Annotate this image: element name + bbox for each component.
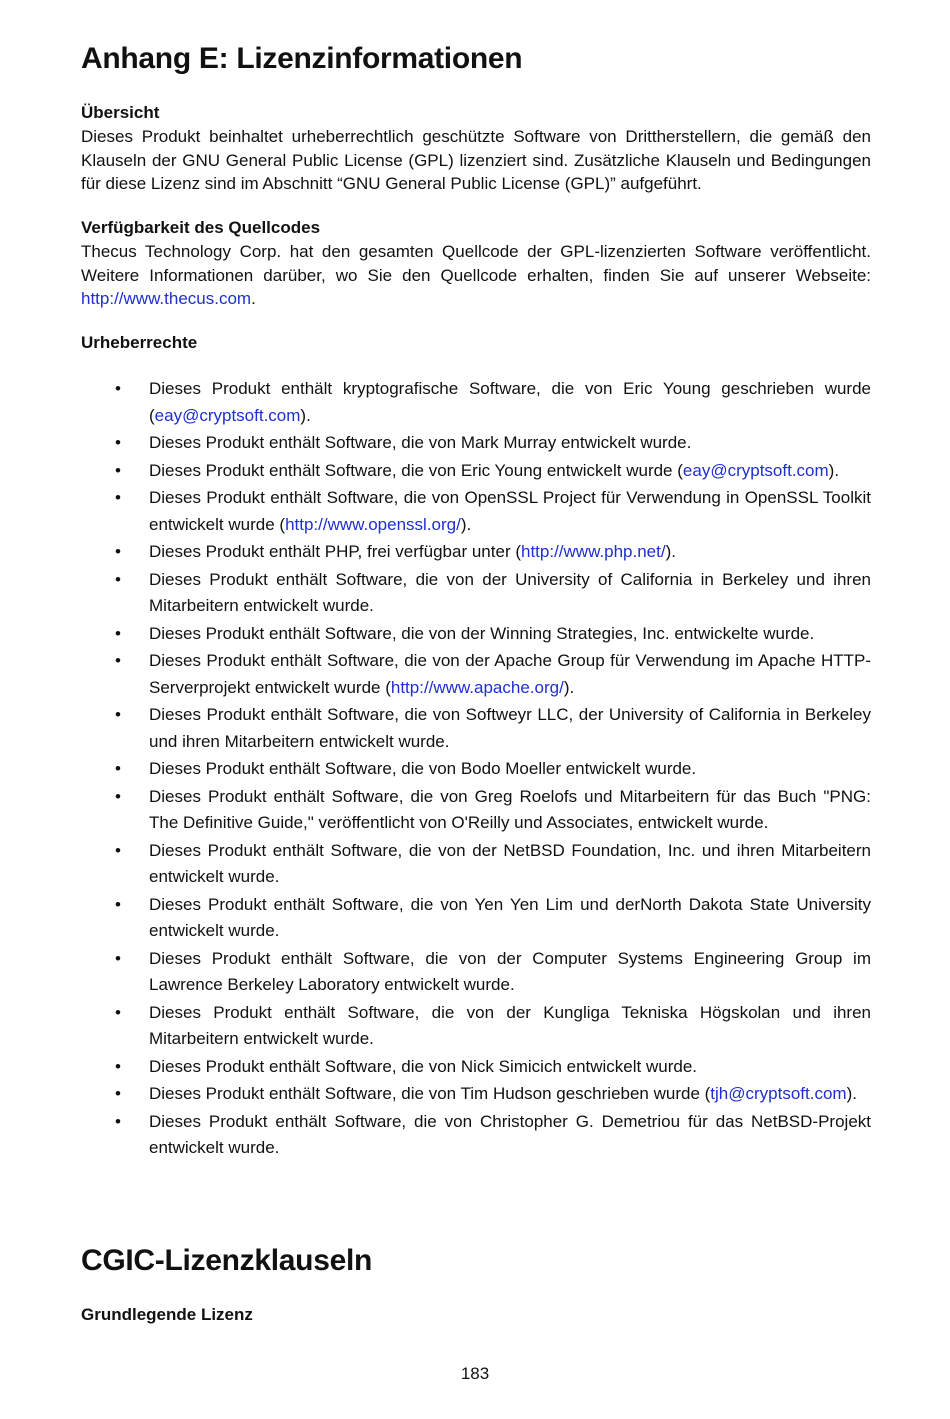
list-item-link[interactable]: http://www.apache.org/ bbox=[390, 677, 564, 697]
list-item bbox=[81, 1000, 871, 1053]
list-item bbox=[81, 1054, 871, 1081]
bullet-icon: • bbox=[115, 1111, 121, 1131]
list-item bbox=[81, 567, 871, 620]
bullet-icon: • bbox=[115, 1084, 121, 1103]
list-item bbox=[81, 756, 871, 783]
bullet-icon: • bbox=[115, 623, 121, 643]
list-item-after: ). bbox=[300, 405, 311, 425]
list-item-link[interactable]: eay@cryptsoft.com bbox=[154, 405, 301, 425]
list-item-link[interactable]: eay@cryptsoft.com bbox=[682, 460, 829, 480]
list-item-after: ). bbox=[563, 677, 575, 697]
bullet-icon: • bbox=[115, 379, 121, 398]
list-item bbox=[81, 784, 871, 837]
list-item-link[interactable]: http://www.php.net/ bbox=[520, 542, 666, 561]
list-item bbox=[81, 1109, 871, 1162]
bullet-icon: • bbox=[115, 786, 121, 806]
page-heading: Anhang E: Lizenzinformationen bbox=[81, 42, 523, 75]
thecus-link[interactable]: http://www.thecus.com bbox=[81, 289, 252, 308]
list-item-text: Dieses Produkt enthält Software, die von der NetBSD Foundation, Inc. und ihren Mitarbeitern entwickelt wurde. bbox=[149, 840, 871, 886]
list-item-text: Dieses Produkt enthält Software, die von der Kungliga Tekniska Högskolan und ihren Mitarbeitern entwickelt wurde. bbox=[149, 1002, 871, 1048]
list-item-text: Dieses Produkt enthält Software, die von Greg Roelofs und Mitarbeitern für das Buch "PNG: The Definitive Guide," veröffentlicht von O'Reilly und Associates, entwickelt wurde. bbox=[149, 786, 871, 832]
list-item-link[interactable]: tjh@cryptsoft.com bbox=[710, 1084, 847, 1103]
copyright-list bbox=[81, 376, 871, 1163]
source-title: Verfügbarkeit des Quellcodes bbox=[81, 218, 321, 237]
list-item bbox=[81, 702, 871, 755]
list-item-text: Dieses Produkt enthält Software, die von Bodo Moeller entwickelt wurde. bbox=[149, 759, 697, 778]
list-item bbox=[81, 838, 871, 891]
list-item-text: Dieses Produkt enthält Software, die von Eric Young entwickelt wurde ( bbox=[149, 460, 683, 480]
list-item-text: Dieses Produkt enthält Software, die von der Computer Systems Engineering Group im Lawrence Berkeley Laboratory entwickelt wurde. bbox=[149, 948, 871, 994]
bullet-icon: • bbox=[115, 1002, 121, 1022]
list-item bbox=[81, 485, 871, 538]
list-item bbox=[81, 539, 871, 566]
bullet-icon: • bbox=[115, 488, 121, 507]
source-text bbox=[81, 240, 871, 311]
list-item-text: Dieses Produkt enthält Software, die von Yen Yen Lim und derNorth Dakota State University entwickelt wurde. bbox=[149, 894, 871, 940]
list-item-text: Dieses Produkt enthält Software, die von Softweyr LLC, der University of California in Berkeley und ihren Mitarbeitern entwickelt wurde. bbox=[149, 705, 871, 751]
bullet-icon: • bbox=[115, 705, 121, 724]
source-body: Thecus Technology Corp. hat den gesamten Quellcode der GPL-lizenzierten Software veröffentlicht. Weitere Informationen darüber, wo Sie den Quellcode erhalten, finden Sie auf unserer Webseite: bbox=[81, 242, 871, 285]
bullet-icon: • bbox=[115, 460, 121, 480]
list-item-text: Dieses Produkt enthält Software, die von der Winning Strategies, Inc. entwickelte wurde. bbox=[149, 623, 815, 643]
bullet-icon: • bbox=[115, 759, 121, 778]
list-item bbox=[81, 1081, 871, 1108]
list-item-text: Dieses Produkt enthält kryptografische Software, die von Eric Young geschrieben wurde ( bbox=[149, 379, 871, 425]
list-item-text: Dieses Produkt enthält Software, die von der University of California in Berkeley und ihren Mitarbeitern entwickelt wurde. bbox=[149, 569, 871, 615]
list-item bbox=[81, 621, 871, 648]
bullet-icon: • bbox=[115, 1056, 121, 1076]
overview-title: Übersicht bbox=[81, 103, 160, 122]
page-number: 183 bbox=[460, 1364, 490, 1383]
list-item bbox=[81, 946, 871, 999]
cgic-heading: CGIC-Lizenzklauseln bbox=[81, 1244, 373, 1277]
bullet-icon: • bbox=[115, 651, 121, 670]
bullet-icon: • bbox=[115, 894, 121, 914]
list-item-after: ). bbox=[460, 514, 472, 534]
list-item-text: Dieses Produkt enthält Software, die von Tim Hudson geschrieben wurde ( bbox=[149, 1084, 711, 1103]
list-item-link[interactable]: http://www.openssl.org/ bbox=[285, 514, 461, 534]
list-item bbox=[81, 892, 871, 945]
list-item bbox=[81, 648, 871, 701]
basic-license-title: Grundlegende Lizenz bbox=[81, 1305, 253, 1324]
list-item-text: Dieses Produkt enthält Software, die von OpenSSL Project für Verwendung in OpenSSL Toolkit entwickelt wurde ( bbox=[149, 488, 871, 534]
bullet-icon: • bbox=[115, 569, 121, 589]
list-item bbox=[81, 430, 871, 457]
list-item-text: Dieses Produkt enthält PHP, frei verfügbar unter ( bbox=[149, 542, 521, 561]
copyright-title: Urheberrechte bbox=[81, 333, 198, 352]
list-item-after: ). bbox=[846, 1084, 857, 1103]
list-item bbox=[81, 458, 871, 485]
list-item-after: ). bbox=[665, 542, 676, 561]
bullet-icon: • bbox=[115, 948, 121, 968]
overview-text: Dieses Produkt beinhaltet urheberrechtlich geschützte Software von Drittherstellern, die gemäß den Klauseln der GNU General Public License (GPL) lizenziert sind. Zusätzliche Klauseln und Bedingungen für diese Lizenz sind im Abschnitt “GNU General Public License (GPL)” aufgeführt. bbox=[81, 127, 871, 193]
list-item-text: Dieses Produkt enthält Software, die von Nick Simicich entwickelt wurde. bbox=[149, 1056, 698, 1076]
bullet-icon: • bbox=[115, 840, 121, 860]
list-item-text: Dieses Produkt enthält Software, die von Christopher G. Demetriou für das NetBSD-Projekt entwickelt wurde. bbox=[149, 1111, 871, 1157]
list-item-text: Dieses Produkt enthält Software, die von Mark Murray entwickelt wurde. bbox=[149, 433, 692, 452]
bullet-icon: • bbox=[115, 433, 121, 452]
source-after: . bbox=[251, 289, 256, 308]
list-item bbox=[81, 376, 871, 429]
bullet-icon: • bbox=[115, 542, 121, 561]
list-item-text: Dieses Produkt enthält Software, die von der Apache Group für Verwendung im Apache HTTP-Serverprojekt entwickelt wurde ( bbox=[149, 651, 871, 697]
list-item-after: ). bbox=[828, 460, 840, 480]
